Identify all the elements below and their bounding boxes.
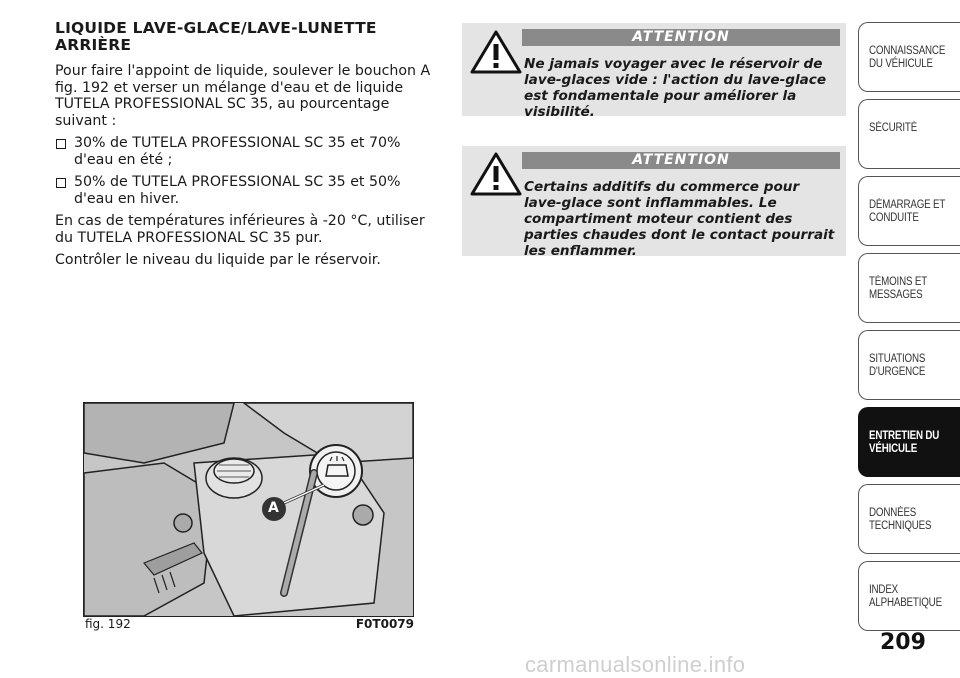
check-level-paragraph: Contrôler le niveau du liquide par le réservoir. [55,252,381,268]
bullet-square-icon [56,139,66,149]
callout-label: A [268,500,279,516]
tab-securite[interactable]: SÉCURITÉ [858,99,960,169]
figure-code: F0T0079 [355,617,414,631]
attention-text: Certains additifs du commerce pour lave-glace sont inflammables. Le compartiment moteur contient des parties chaudes dont le contact pourrait les enflammer. [524,179,835,259]
tab-connaissance-du-vehicule[interactable]: CONNAISSANCE DU VÉHICULE [858,22,960,92]
tab-entretien-du-vehicule[interactable]: ENTRETIEN DU VÉHICULE [858,407,960,477]
page-number: 209 [880,630,926,655]
watermark: carmanualsonline.info [525,652,746,677]
attention-text: Ne jamais voyager avec le réservoir de lave-glaces vide : l'action du lave-glace est fondamentale pour améliorer la visibilité. [524,56,827,120]
left-column [55,20,440,275]
bullet-square-icon [56,178,66,188]
bullet-item: 30% de TUTELA PROFESSIONAL SC 35 et 70% d'eau en été ; [55,135,440,168]
tab-donnees-techniques[interactable]: DONNÉES TECHNIQUES [858,484,960,554]
bullet-item: 50% de TUTELA PROFESSIONAL SC 35 et 50% d'eau en hiver. [55,174,440,207]
tab-situations-durgence[interactable]: SITUATIONS D'URGENCE [858,330,960,400]
tab-index-alphabetique[interactable]: INDEX ALPHABETIQUE [858,561,960,631]
engine-bay-illustration [84,403,413,616]
intro-paragraph: Pour faire l'appoint de liquide, soulever le bouchon A fig. 192 et verser un mélange d'eau et de liquide TUTELA PROFESSIONAL SC 35, au pourcentage suivant : [55,63,431,129]
attention-heading: ATTENTION [522,29,840,46]
figure-192 [83,402,414,617]
attention-heading: ATTENTION [522,152,840,169]
tab-temoins-et-messages[interactable]: TÉMOINS ET MESSAGES [858,253,960,323]
section-title: LIQUIDE LAVE-GLACE/LAVE-LUNETTE ARRIÈRE [55,19,377,54]
figure-label: fig. 192 [85,617,131,631]
tab-demarrage-et-conduite[interactable]: DÉMARRAGE ET CONDUITE [858,176,960,246]
temperature-paragraph: En cas de températures inférieures à -20 °C, utiliser du TUTELA PROFESSIONAL SC 35 pur. [55,213,425,246]
